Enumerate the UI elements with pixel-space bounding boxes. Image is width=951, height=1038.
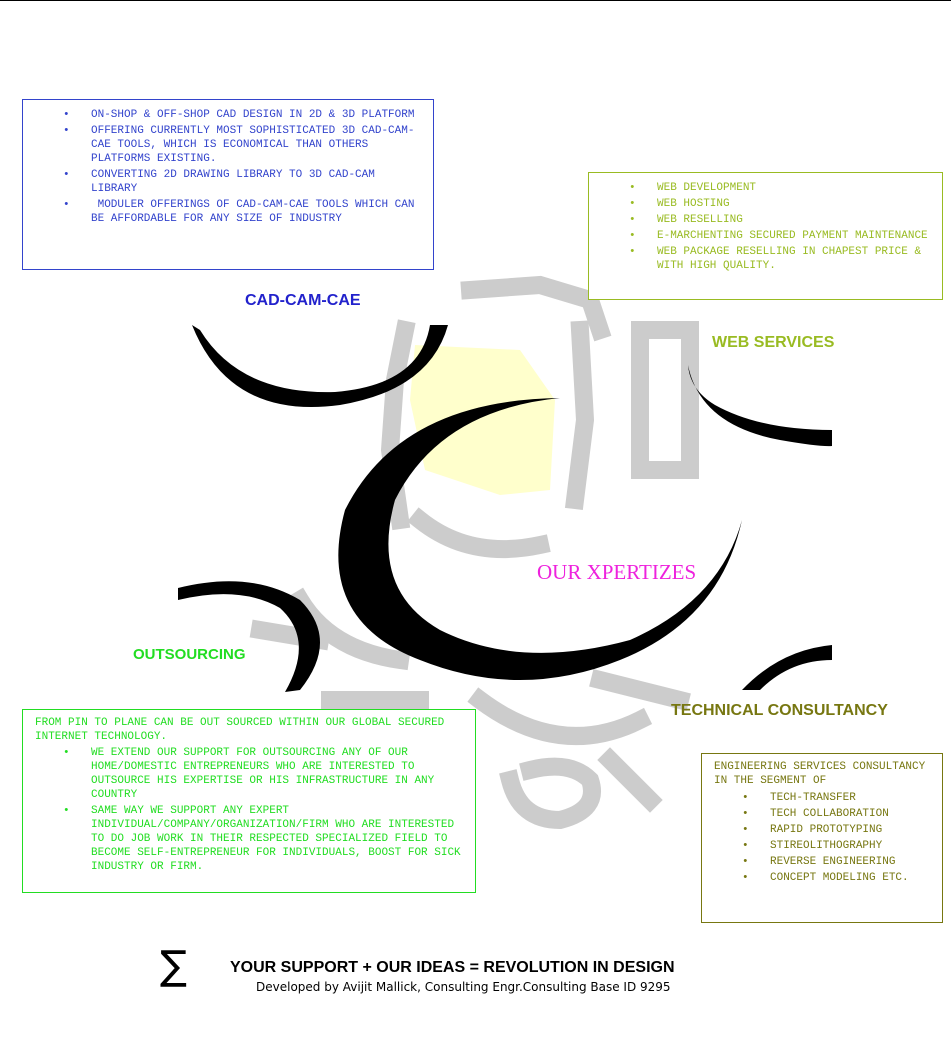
cad-heading: CAD-CAM-CAE (245, 292, 361, 309)
list-item: • WE EXTEND OUR SUPPORT FOR OUTSOURCING ANY OF OUR HOME/DOMESTIC ENTREPRENEURS WHO ARE INTERESTED TO OUTSOURCE HIS EXPERTISE OR HIS INFRASTRUCTURE IN ANY COUNTRY (63, 747, 435, 801)
list-item: • ON-SHOP & OFF-SHOP CAD DESIGN IN 2D & 3D PLATFORM (63, 109, 415, 121)
outsourcing-intro: FROM PIN TO PLANE CAN BE OUT SOURCED WITHIN OUR GLOBAL SECURED INTERNET TECHNOLOGY. (35, 717, 445, 743)
cad-services-box (22, 99, 434, 270)
technical-intro: ENGINEERING SERVICES CONSULTANCY IN THE SEGMENT OF (714, 761, 926, 787)
footer-slogan: YOUR SUPPORT + OUR IDEAS = REVOLUTION IN DESIGN (230, 959, 675, 976)
sigma-icon: ∑ (160, 943, 187, 989)
list-item: • E-MARCHENTING SECURED PAYMENT MAINTENANCE (629, 230, 928, 242)
list-item: • TECH-TRANSFER (742, 792, 856, 804)
web-services-heading: WEB SERVICES (712, 334, 835, 351)
list-item: • WEB HOSTING (629, 198, 730, 210)
list-item: • WEB RESELLING (629, 214, 743, 226)
list-item: • CONCEPT MODELING ETC. (742, 872, 909, 884)
list-item: • REVERSE ENGINEERING (742, 856, 896, 868)
list-item: • MODULER OFFERINGS OF CAD-CAM-CAE TOOLS WHICH CAN BE AFFORDABLE FOR ANY SIZE OF INDUSTRY (63, 199, 422, 225)
list-item: • SAME WAY WE SUPPORT ANY EXPERT INDIVIDUAL/COMPANY/ORGANIZATION/FIRM WHO ARE INTERESTED TO DO JOB WORK IN THEIR RESPECTED SPECIALIZED FIELD TO BECOME SELF-ENTREPRENEUR FOR INDIVIDUALS, BOOST FOR SICK INDUSTRY OR FIRM. (63, 805, 461, 873)
list-item: • RAPID PROTOTYPING (742, 824, 883, 836)
list-item: • STIREOLITHOGRAPHY (742, 840, 883, 852)
web-services-box (588, 172, 943, 300)
technical-list (714, 791, 934, 885)
list-item: • WEB DEVELOPMENT (629, 182, 757, 194)
outsourcing-box (22, 709, 476, 893)
list-item: • WEB PACKAGE RESELLING IN CHAPEST PRICE & WITH HIGH QUALITY. (629, 246, 922, 272)
list-item: • OFFERING CURRENTLY MOST SOPHISTICATED 3D CAD-CAM-CAE TOOLS, WHICH IS ECONOMICAL THAN OTHERS PLATFORMS EXISTING. (63, 125, 415, 165)
list-item: • TECH COLLABORATION (742, 808, 889, 820)
web-services-list (601, 181, 934, 273)
footer-credit: Developed by Avijit Mallick, Consulting Engr.Consulting Base ID 9295 (256, 980, 671, 994)
outsourcing-heading: OUTSOURCING (133, 646, 246, 663)
technical-consultancy-box (701, 753, 943, 923)
outsourcing-list (35, 746, 467, 874)
cad-services-list (35, 108, 425, 226)
watermark-highlight (410, 345, 555, 495)
center-title: OUR XPERTIZES (537, 560, 697, 584)
list-item: • CONVERTING 2D DRAWING LIBRARY TO 3D CAD-CAM LIBRARY (63, 169, 375, 195)
technical-consultancy-heading: TECHNICAL CONSULTANCY (671, 702, 888, 719)
